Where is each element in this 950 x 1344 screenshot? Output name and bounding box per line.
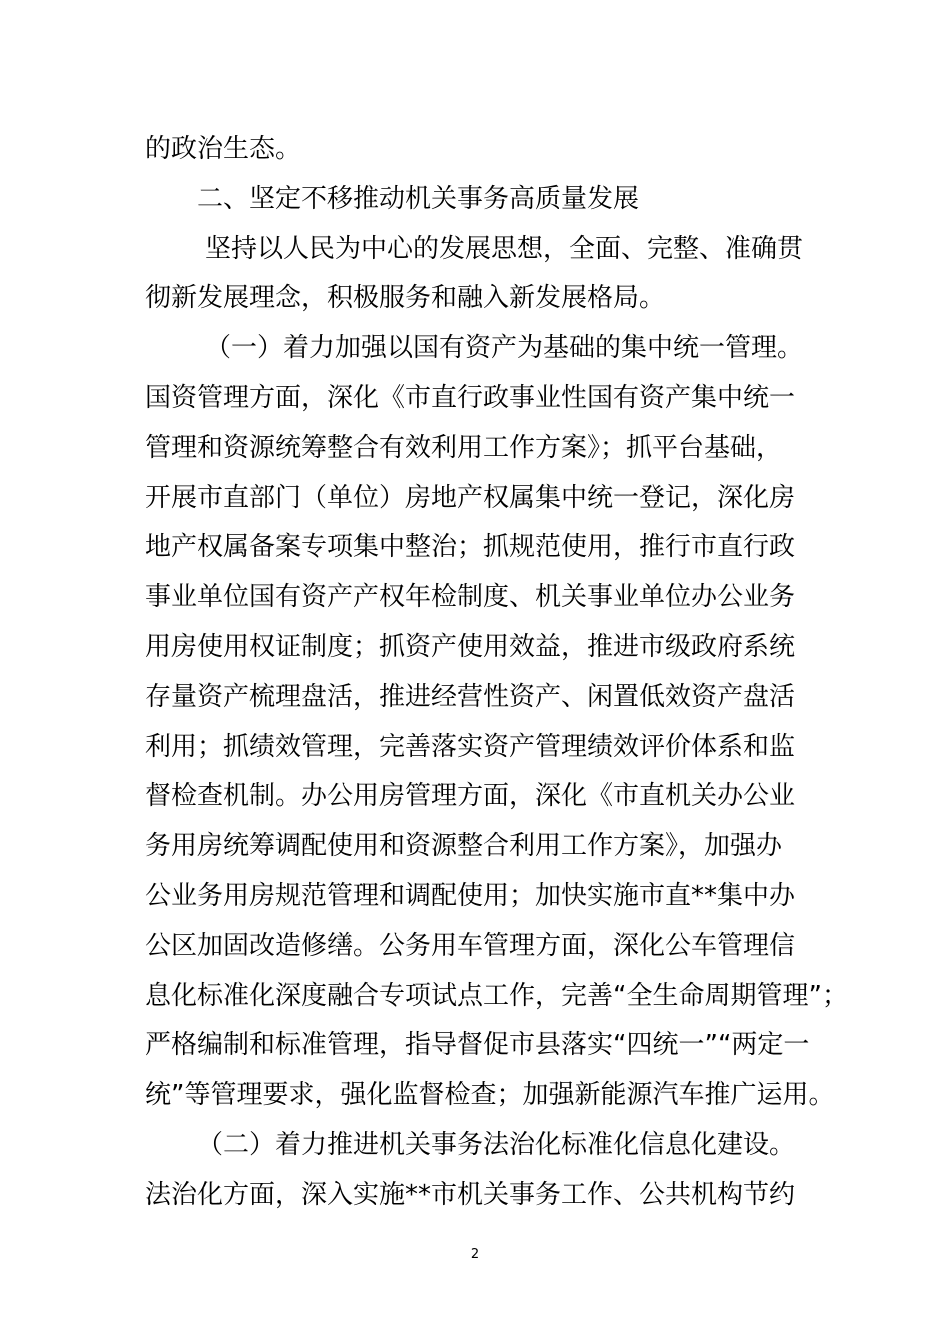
text-line: 用房使用权证制度；抓资产使用效益，推进市级政府系统 — [145, 631, 796, 662]
text-line: 的政治生态。 — [145, 134, 302, 164]
text-line: 坚持以人民为中心的发展思想，全面、完整、准确贯 — [205, 233, 804, 264]
text-line: 存量资产梳理盘活，推进经营性资产、闲置低效资产盘活 — [145, 681, 796, 712]
text-line: 法治化方面，深入实施**市机关事务工作、公共机构节约 — [145, 1179, 796, 1210]
body-text — [145, 125, 848, 1221]
subsection-heading: （二）着力推进机关事务法治化标准化信息化建设。 — [197, 1129, 796, 1160]
page-number: 2 — [470, 1247, 480, 1262]
text-line: 地产权属备案专项集中整治；抓规范使用，推行市直行政 — [145, 532, 796, 563]
text-line: 息化标准化深度融合专项试点工作，完善“全生命周期管理”； — [145, 980, 848, 1011]
text-line: 务用房统筹调配使用和资源整合利用工作方案》，加强办 — [145, 831, 783, 862]
text-line: 严格编制和标准管理，指导督促市县落实“四统一”“两定一 — [145, 1030, 810, 1061]
text-line: 督检查机制。办公用房管理方面，深化《市直机关办公业 — [145, 781, 796, 812]
subsection-heading: （一）着力加强以国有资产为基础的集中统一管理。 — [205, 333, 804, 364]
text-line: 管理和资源统筹整合有效利用工作方案》；抓平台基础， — [145, 432, 783, 463]
text-line: 利用；抓绩效管理，完善落实资产管理绩效评价体系和监 — [145, 731, 796, 762]
text-line: 国资管理方面，深化《市直行政事业性国有资产集中统一 — [145, 382, 796, 413]
text-line: 统”等管理要求，强化监督检查；加强新能源汽车推广运用。 — [145, 1080, 835, 1111]
section-heading: 二、坚定不移推动机关事务高质量发展 — [197, 183, 640, 214]
text-line: 公业务用房规范管理和调配使用；加快实施市直**集中办 — [145, 880, 796, 911]
text-line: 公区加固改造修缮。公务用车管理方面，深化公车管理信 — [145, 930, 796, 961]
text-line: 彻新发展理念，积极服务和融入新发展格局。 — [145, 283, 666, 314]
text-line: 事业单位国有资产产权年检制度、机关事业单位办公业务 — [145, 582, 796, 613]
text-line: 开展市直部门（单位）房地产权属集中统一登记，深化房 — [145, 482, 796, 513]
